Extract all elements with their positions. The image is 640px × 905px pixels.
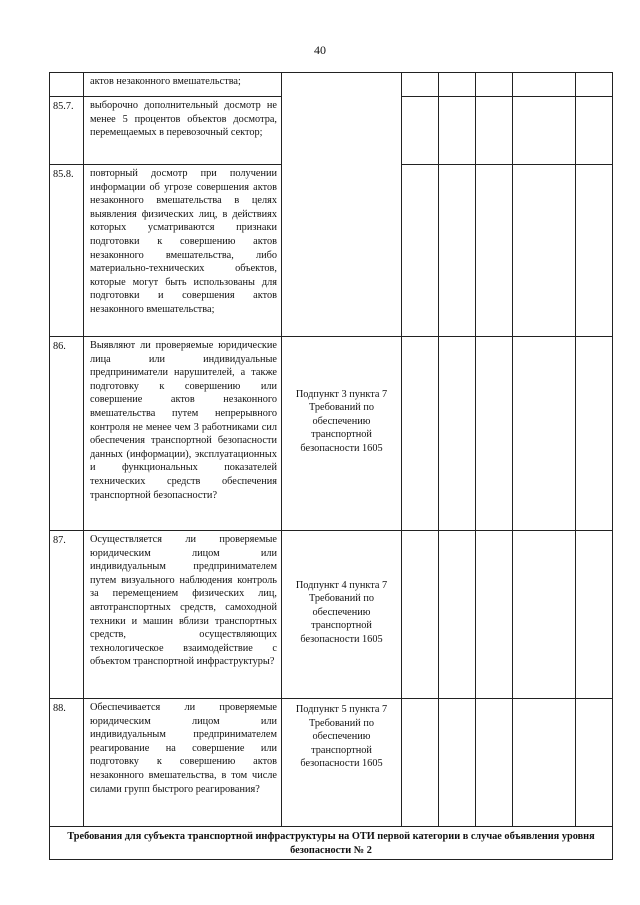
- table-row: [50, 337, 613, 531]
- answer-cell: [402, 165, 439, 337]
- requirement-text: Осуществляется ли проверяемые юридическим лицом или индивидуальным предпринимателем путем визуального наблюдения контроль за перемещением физических лиц, автотранспортных средств, самоходной техники и машин вблизи транспортных средств, осуществляющих технологическое взаимодействие с объектом транспортной инфраструктуры?: [84, 531, 282, 699]
- answer-cell: [513, 337, 576, 531]
- answer-cell: [576, 337, 613, 531]
- legal-reference: [282, 337, 402, 531]
- answer-cell: [476, 97, 513, 165]
- answer-cell: [576, 531, 613, 699]
- requirement-text: выборочно дополнительный досмотр не менее 5 процентов объектов досмотра, перемещаемых в перевозочный сектор;: [84, 97, 282, 165]
- table-row: [50, 531, 613, 699]
- answer-cell: [513, 97, 576, 165]
- page-number: 40: [314, 43, 326, 57]
- requirement-text: повторный досмотр при получении информации об угрозе совершения актов незаконного вмешательства в целях выявления физических лиц, в действиях которых усматриваются признаки подготовки к совершению актов незаконного вмешательства, либо материально-технических объектов, которые могут быть использованы для подготовки и совершения актов незаконного вмешательства;: [84, 165, 282, 337]
- requirement-text: актов незаконного вмешательства;: [84, 73, 282, 97]
- section-heading-row: [50, 827, 613, 860]
- answer-cell: [439, 337, 476, 531]
- legal-reference: [282, 531, 402, 699]
- legal-reference-text: Подпункт 3 пункта 7 Требований по обеспечению транспортной безопасности 1605: [295, 388, 388, 454]
- answer-cell: [476, 531, 513, 699]
- legal-reference: [282, 73, 402, 337]
- table-row: [50, 73, 613, 97]
- requirement-text: Обеспечивается ли проверяемые юридическим лицом или индивидуальным предпринимателем реагирование на совершение или подготовку к совершению актов незаконного вмешательства, в том числе силами групп быстрого реагирования?: [84, 699, 282, 827]
- section-heading: Требования для субъекта транспортной инфраструктуры на ОТИ первой категории в случае объявления уровня безопасности № 2: [50, 827, 613, 860]
- answer-cell: [439, 531, 476, 699]
- answer-cell: [402, 531, 439, 699]
- answer-cell: [402, 97, 439, 165]
- answer-cell: [439, 73, 476, 97]
- item-number: 85.8.: [50, 165, 84, 337]
- answer-cell: [476, 699, 513, 827]
- item-number: [50, 73, 84, 97]
- answer-cell: [476, 337, 513, 531]
- answer-cell: [513, 73, 576, 97]
- answer-cell: [576, 699, 613, 827]
- answer-cell: [439, 165, 476, 337]
- answer-cell: [576, 73, 613, 97]
- legal-reference: Подпункт 5 пункта 7 Требований по обеспечению транспортной безопасности 1605: [282, 699, 402, 827]
- answer-cell: [476, 73, 513, 97]
- item-number: 86.: [50, 337, 84, 531]
- answer-cell: [402, 73, 439, 97]
- legal-reference-text: Подпункт 4 пункта 7 Требований по обеспечению транспортной безопасности 1605: [295, 579, 388, 645]
- answer-cell: [402, 337, 439, 531]
- item-number: 85.7.: [50, 97, 84, 165]
- answer-cell: [576, 165, 613, 337]
- answer-cell: [513, 699, 576, 827]
- answer-cell: [476, 165, 513, 337]
- answer-cell: [439, 699, 476, 827]
- requirement-text: Выявляют ли проверяемые юридические лица или индивидуальные предприниматели нарушителей, а также подготовку к совершению или совершение актов незаконного вмешательства путем непрерывного контроля не менее чем 3 работниками сил обеспечения транспортной безопасности данных (информации), эксплуатационных и функциональных показателей технических средств обеспечения транспортной безопасности?: [84, 337, 282, 531]
- answer-cell: [513, 165, 576, 337]
- answer-cell: [513, 531, 576, 699]
- answer-cell: [402, 699, 439, 827]
- checklist-table: [49, 72, 613, 860]
- table-row: [50, 699, 613, 827]
- item-number: 88.: [50, 699, 84, 827]
- item-number: 87.: [50, 531, 84, 699]
- answer-cell: [576, 97, 613, 165]
- answer-cell: [439, 97, 476, 165]
